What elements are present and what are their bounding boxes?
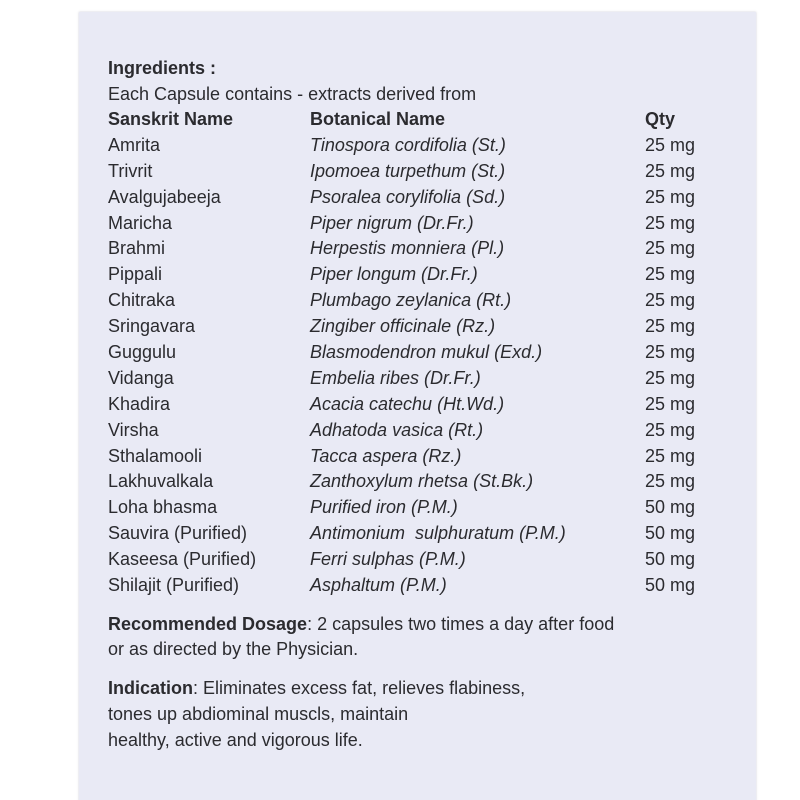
dosage-label: Recommended Dosage — [108, 613, 308, 634]
quantity: 50 mg — [645, 497, 696, 518]
indication-text-2: tones up abdiominal muscls, maintain — [108, 703, 409, 724]
botanical-name: Adhatoda vasica (Rt.) — [310, 419, 484, 440]
botanical-name: Asphaltum (P.M.) — [310, 575, 447, 596]
quantity: 25 mg — [645, 393, 696, 414]
ingredients-table — [108, 107, 712, 599]
quantity: 25 mg — [645, 290, 696, 311]
indication-text-1: : Eliminates excess fat, relieves flabiness, — [193, 677, 526, 698]
botanical-name: Tacca aspera (Rz.) — [310, 445, 462, 466]
table-row — [108, 366, 712, 392]
sanskrit-name: Sthalamooli — [108, 445, 203, 466]
table-row — [108, 185, 712, 211]
quantity: 25 mg — [645, 471, 696, 492]
quantity: 25 mg — [645, 419, 696, 440]
ingredients-table-body — [108, 133, 712, 599]
sanskrit-name: Sauvira (Purified) — [108, 523, 248, 544]
botanical-name: Blasmodendron mukul (Exd.) — [310, 342, 543, 363]
botanical-name: Acacia catechu (Ht.Wd.) — [310, 393, 505, 414]
botanical-name: Psoralea corylifolia (Sd.) — [310, 186, 506, 207]
quantity: 25 mg — [645, 342, 696, 363]
quantity: 25 mg — [645, 160, 696, 181]
quantity: 25 mg — [645, 367, 696, 388]
quantity: 25 mg — [645, 316, 696, 337]
sanskrit-name: Kaseesa (Purified) — [108, 549, 257, 570]
botanical-name: Ipomoea turpethum (St.) — [310, 160, 506, 181]
quantity: 25 mg — [645, 445, 696, 466]
botanical-name: Piper nigrum (Dr.Fr.) — [310, 212, 474, 233]
botanical-name: Herpestis monniera (Pl.) — [310, 238, 505, 259]
botanical-name: Embelia ribes (Dr.Fr.) — [310, 367, 481, 388]
quantity: 25 mg — [645, 238, 696, 259]
quantity: 50 mg — [645, 575, 696, 596]
table-header-row — [108, 107, 712, 133]
sanskrit-name: Sringavara — [108, 316, 196, 337]
sanskrit-name: Avalgujabeeja — [108, 186, 221, 207]
dosage-text-2: or as directed by the Physician. — [108, 638, 359, 659]
dosage-section — [108, 612, 738, 662]
quantity: 50 mg — [645, 523, 696, 544]
sanskrit-name: Khadira — [108, 393, 171, 414]
table-row — [108, 262, 712, 288]
botanical-name: Zingiber officinale (Rz.) — [310, 316, 496, 337]
ingredients-intro: Each Capsule contains - extracts derived from — [108, 83, 477, 104]
ingredients-heading: Ingredients : — [108, 58, 217, 78]
table-row — [108, 340, 712, 366]
table-row — [108, 211, 712, 237]
botanical-name: Purified iron (P.M.) — [310, 497, 458, 518]
indication-line-1 — [108, 675, 738, 701]
sanskrit-name: Guggulu — [108, 342, 177, 363]
table-row — [108, 547, 712, 573]
column-header-sanskrit: Sanskrit Name — [108, 109, 234, 129]
table-row — [108, 495, 712, 521]
sanskrit-name: Virsha — [108, 419, 159, 440]
table-row — [108, 469, 712, 495]
sanskrit-name: Loha bhasma — [108, 497, 218, 518]
column-header-qty: Qty — [645, 109, 676, 129]
sanskrit-name: Shilajit (Purified) — [108, 575, 240, 596]
indication-text-3: healthy, active and vigorous life. — [108, 729, 363, 750]
table-row — [108, 444, 712, 470]
sanskrit-name: Maricha — [108, 212, 173, 233]
column-header-botanical: Botanical Name — [310, 109, 446, 129]
table-row — [108, 573, 712, 599]
sanskrit-name: Lakhuvalkala — [108, 471, 214, 492]
table-row — [108, 392, 712, 418]
quantity: 25 mg — [645, 212, 696, 233]
sanskrit-name: Pippali — [108, 264, 163, 285]
table-row — [108, 288, 712, 314]
sanskrit-name: Trivrit — [108, 160, 153, 181]
table-row — [108, 314, 712, 340]
quantity: 25 mg — [645, 264, 696, 285]
sanskrit-name: Amrita — [108, 134, 161, 155]
quantity: 25 mg — [645, 134, 696, 155]
dosage-line-1 — [108, 612, 738, 637]
botanical-name: Piper longum (Dr.Fr.) — [310, 264, 478, 285]
table-row — [108, 159, 712, 185]
sanskrit-name: Brahmi — [108, 238, 166, 259]
indication-label: Indication — [108, 677, 193, 698]
quantity: 50 mg — [645, 549, 696, 570]
dosage-text-1: : 2 capsules two times a day after food — [307, 613, 615, 634]
quantity: 25 mg — [645, 186, 696, 207]
label-content — [108, 56, 738, 753]
table-row — [108, 236, 712, 262]
indication-section — [108, 675, 738, 753]
botanical-name: Ferri sulphas (P.M.) — [310, 549, 466, 570]
botanical-name: Antimonium sulphuratum (P.M.) — [310, 523, 566, 544]
table-row — [108, 521, 712, 547]
table-row — [108, 418, 712, 444]
table-row — [108, 133, 712, 159]
botanical-name: Tinospora cordifolia (St.) — [310, 134, 506, 155]
botanical-name: Plumbago zeylanica (Rt.) — [310, 290, 512, 311]
botanical-name: Zanthoxylum rhetsa (St.Bk.) — [310, 471, 534, 492]
sanskrit-name: Chitraka — [108, 290, 176, 311]
sanskrit-name: Vidanga — [108, 367, 174, 388]
